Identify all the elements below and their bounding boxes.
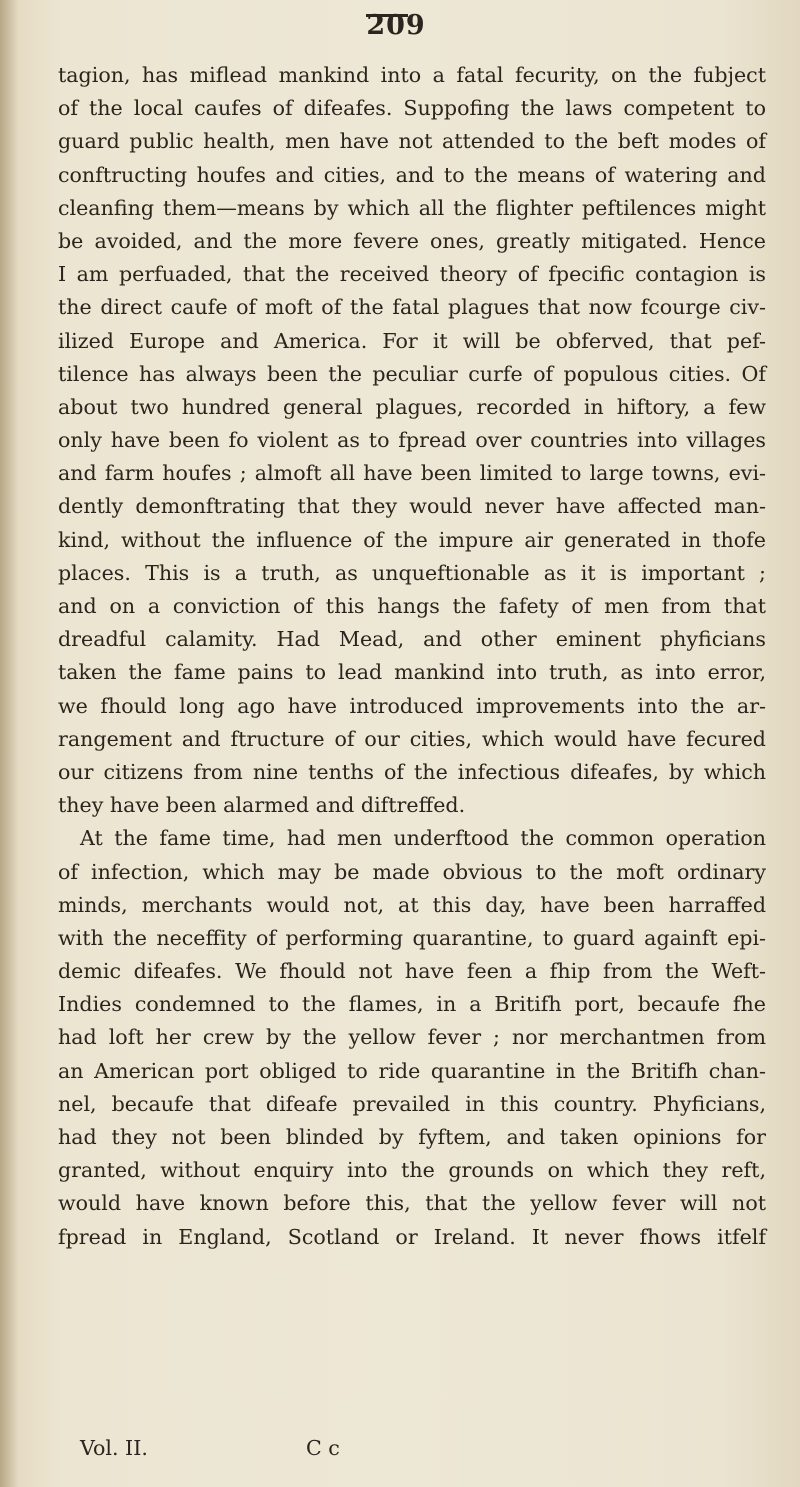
volume-label: Vol. II. bbox=[80, 1436, 148, 1460]
text-line: our citizens from nine tenths of the infectious difeafes, by which bbox=[58, 759, 766, 784]
text-line: rangement and ftructure of our cities, which would have fecured bbox=[58, 726, 766, 751]
text-line: and farm houfes ; almoft all have been limited to large towns, evi- bbox=[58, 461, 766, 486]
page-footer bbox=[80, 1436, 480, 1466]
text-line: dently demonftrating that they would never have affected man- bbox=[58, 494, 766, 519]
text-line: about two hundred general plagues, recorded in hiftory, a few bbox=[58, 394, 766, 419]
paragraph-start-line: At the fame time, had men underftood the common operation bbox=[80, 826, 766, 851]
text-line: of the local caufes of difeafes. Suppofing the laws competent to bbox=[58, 96, 766, 121]
paragraph-end-line: they have been alarmed and diftreffed. bbox=[58, 793, 466, 818]
text-line: Indies condemned to the flames, in a Britifh port, becaufe fhe bbox=[58, 992, 766, 1017]
text-line: had they not been blinded by fyftem, and taken opinions for bbox=[58, 1125, 766, 1149]
body-text bbox=[58, 59, 766, 1254]
text-line: conftructing houfes and cities, and to the means of watering and bbox=[58, 162, 766, 187]
text-line: cleanfing them—means by which all the flighter peftilences might bbox=[58, 195, 766, 220]
text-line: fpread in England, Scotland or Ireland. It never fhows itfelf bbox=[58, 1224, 766, 1249]
text-line: we fhould long ago have introduced improvements into the ar- bbox=[58, 693, 766, 718]
text-line: I am perfuaded, that the received theory of fpecific contagion is bbox=[58, 262, 766, 287]
text-line: with the neceffity of performing quarantine, to guard againft epi- bbox=[58, 925, 766, 950]
text-line: tilence has always been the peculiar curfe of populous cities. Of bbox=[58, 361, 766, 386]
text-line: had loft her crew by the yellow fever ; nor merchantmen from bbox=[58, 1025, 766, 1050]
text-line: the direct caufe of moft of the fatal plagues that now fcourge civ- bbox=[58, 295, 766, 320]
text-line: an American port obliged to ride quarantine in the Britifh chan- bbox=[58, 1058, 766, 1083]
text-line: taken the fame pains to lead mankind into truth, as into error, bbox=[58, 660, 766, 685]
text-line: demic difeafes. We fhould not have feen a fhip from the Weft- bbox=[58, 959, 766, 984]
text-line: guard public health, men have not attended to the beft modes of bbox=[58, 129, 766, 154]
signature-mark: C c bbox=[306, 1436, 340, 1460]
text-line: of infection, which may be made obvious to the moft ordinary bbox=[58, 859, 766, 884]
text-line: be avoided, and the more fevere ones, greatly mitigated. Hence bbox=[58, 228, 766, 253]
text-line: tagion, has miflead mankind into a fatal fecurity, on the fubject bbox=[58, 63, 766, 87]
text-line: kind, without the influence of the impure air generated in thofe bbox=[58, 527, 766, 552]
text-line: dreadful calamity. Had Mead, and other eminent phyficians bbox=[58, 627, 766, 652]
text-line: ilized Europe and America. For it will be obferved, that pef- bbox=[58, 328, 766, 353]
page-number: 209 bbox=[366, 10, 426, 41]
text-line: and on a conviction of this hangs the fafety of men from that bbox=[58, 594, 766, 618]
text-line: minds, merchants would not, at this day, have been harraffed bbox=[58, 892, 766, 917]
spine-shadow bbox=[0, 0, 18, 1487]
text-line: only have been fo violent as to fpread over countries into villages bbox=[58, 428, 766, 453]
text-line: nel, becaufe that difeafe prevailed in this country. Phyficians, bbox=[58, 1091, 766, 1116]
text-line: granted, without enquiry into the grounds on which they reft, bbox=[58, 1158, 766, 1183]
text-line: places. This is a truth, as unqueftionable as it is important ; bbox=[58, 560, 766, 585]
text-line: would have known before this, that the yellow fever will not bbox=[58, 1191, 766, 1216]
